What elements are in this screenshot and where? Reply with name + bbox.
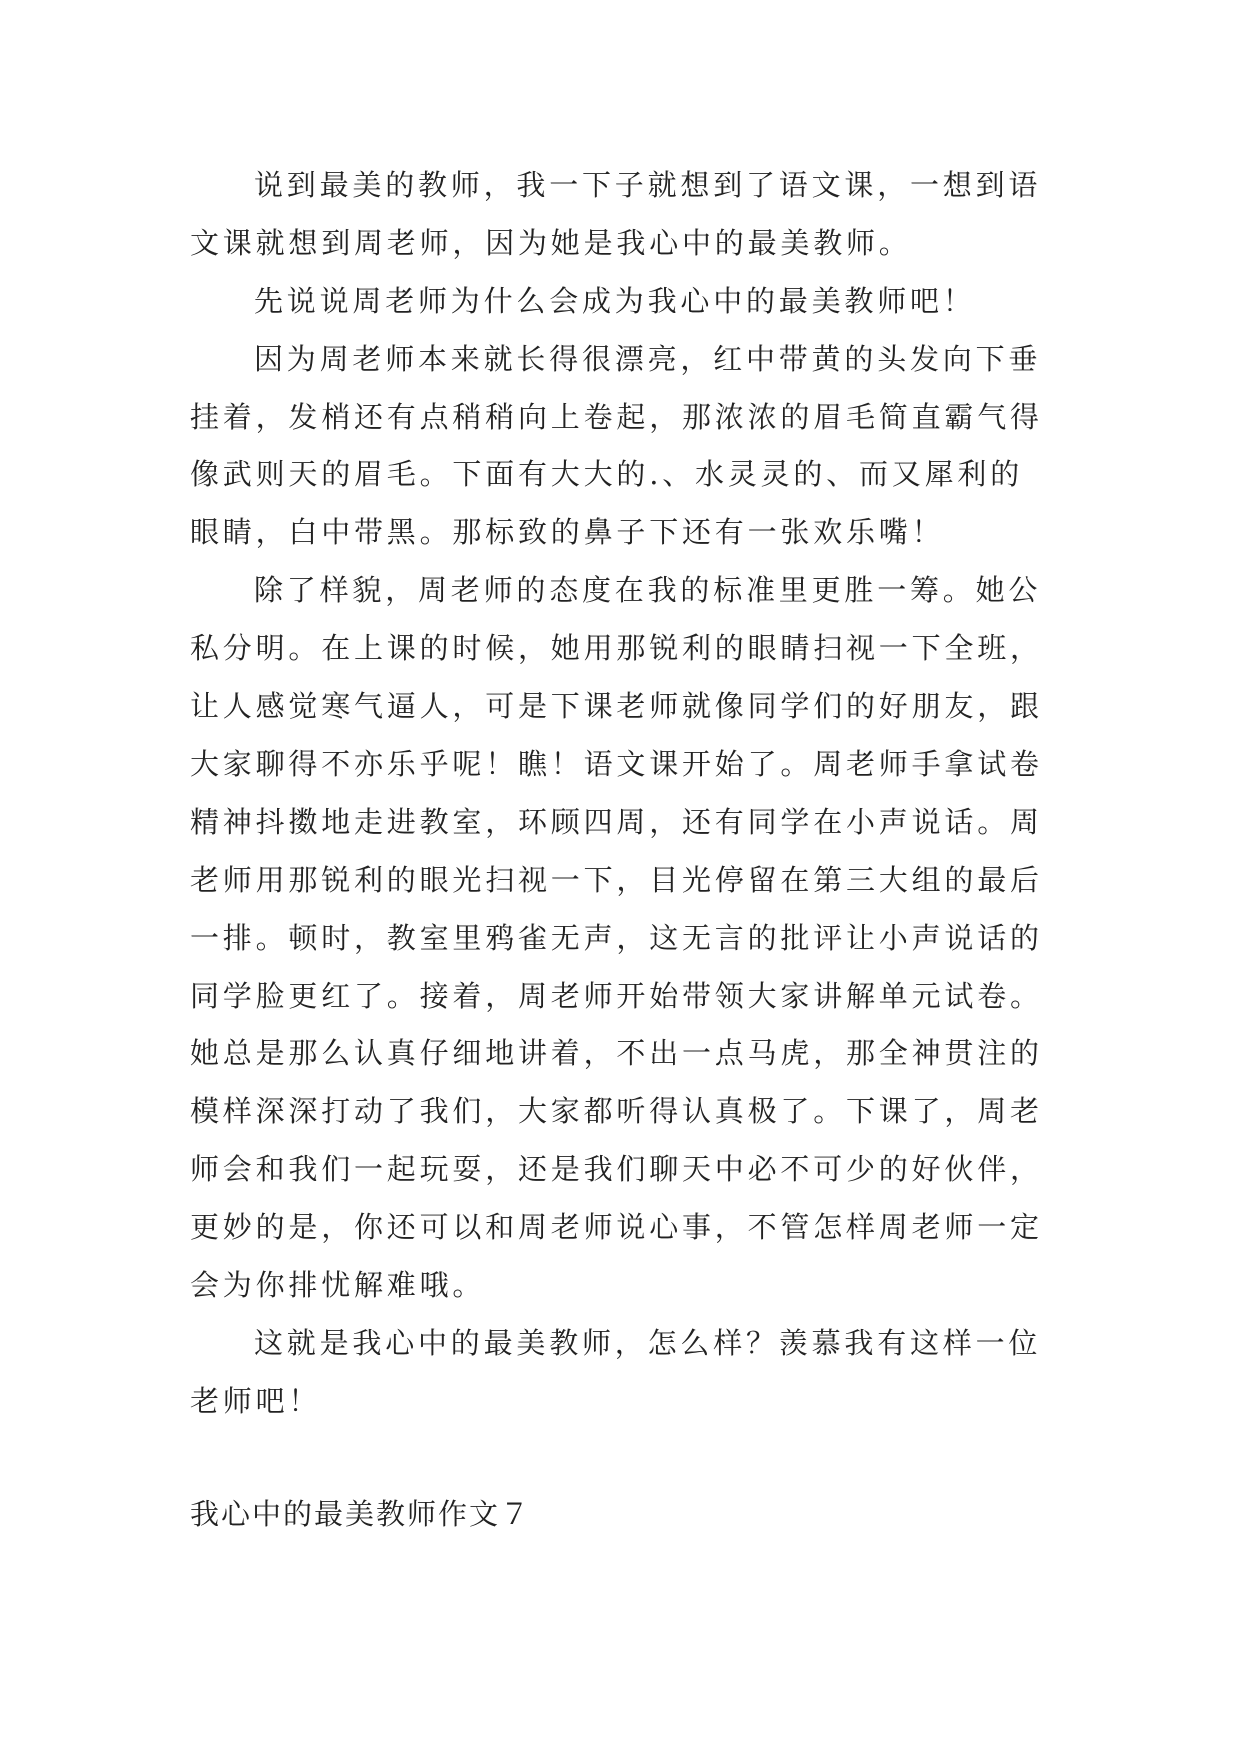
paragraph-4-line-9: 她总是那么认真仔细地讲着，不出一点马虎，那全神贯注的 [190, 1036, 1043, 1070]
paragraph-4-line-6: 老师用那锐利的眼光扫视一下，目光停留在第三大组的最后 [190, 863, 1043, 897]
paragraph-3-line-3: 像武则天的眉毛。下面有大大的.、水灵灵的、而又犀利的 [190, 457, 1024, 491]
paragraph-5-line-1: 这就是我心中的最美教师，怎么样？羡慕我有这样一位 [254, 1326, 1042, 1360]
paragraph-1-line-1: 说到最美的教师，我一下子就想到了语文课，一想到语 [254, 168, 1042, 202]
paragraph-2-line-1: 先说说周老师为什么会成为我心中的最美教师吧！ [254, 284, 976, 318]
paragraph-4-line-7: 一排。顿时，教室里鸦雀无声，这无言的批评让小声说话的 [190, 921, 1043, 955]
paragraph-4-line-1: 除了样貌，周老师的态度在我的标准里更胜一筹。她公 [254, 573, 1042, 607]
paragraph-3-line-4: 眼睛，白中带黑。那标致的鼻子下还有一张欢乐嘴！ [190, 515, 945, 549]
paragraph-4-line-12: 更妙的是，你还可以和周老师说心事，不管怎样周老师一定 [190, 1210, 1043, 1244]
paragraph-1-line-2: 文课就想到周老师，因为她是我心中的最美教师。 [190, 226, 912, 260]
paragraph-4-line-8: 同学脸更红了。接着，周老师开始带领大家讲解单元试卷。 [190, 979, 1043, 1013]
paragraph-4-line-2: 私分明。在上课的时候，她用那锐利的眼睛扫视一下全班， [190, 631, 1043, 665]
paragraph-4-line-13: 会为你排忧解难哦。 [190, 1268, 486, 1302]
paragraph-4-line-11: 师会和我们一起玩耍，还是我们聊天中必不可少的好伙伴， [190, 1152, 1043, 1186]
paragraph-4-line-4: 大家聊得不亦乐乎呢！瞧！语文课开始了。周老师手拿试卷 [190, 747, 1043, 781]
section-heading: 我心中的最美教师作文７ [190, 1497, 532, 1531]
paragraph-5-line-2: 老师吧！ [190, 1384, 322, 1418]
paragraph-3-line-2: 挂着，发梢还有点稍稍向上卷起，那浓浓的眉毛简直霸气得 [190, 400, 1043, 434]
paragraph-3-line-1: 因为周老师本来就长得很漂亮，红中带黄的头发向下垂 [254, 342, 1042, 376]
paragraph-4-line-10: 模样深深打动了我们，大家都听得认真极了。下课了，周老 [190, 1094, 1043, 1128]
paragraph-4-line-5: 精神抖擞地走进教室，环顾四周，还有同学在小声说话。周 [190, 805, 1043, 839]
paragraph-4-line-3: 让人感觉寒气逼人，可是下课老师就像同学们的好朋友，跟 [190, 689, 1043, 723]
